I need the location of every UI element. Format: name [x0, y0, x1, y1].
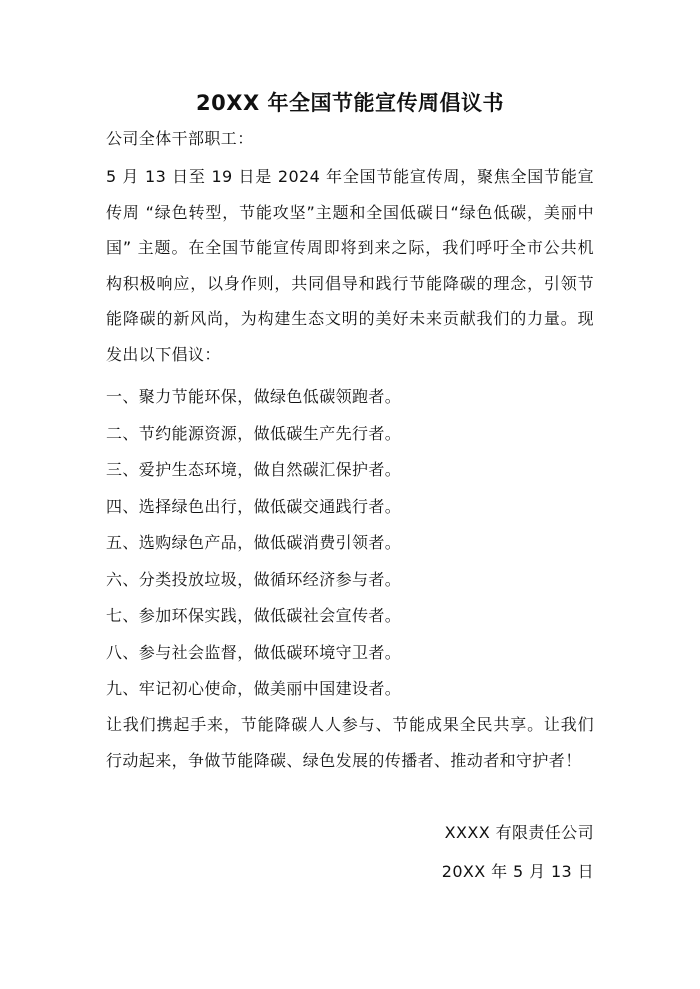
signature-company: XXXX 有限责任公司 — [444, 823, 594, 842]
proposal-item: 三、爱护生态环境，做自然碳汇保护者。 — [106, 460, 402, 479]
proposal-item: 四、选择绿色出行，做低碳交通践行者。 — [106, 496, 402, 516]
proposal-item: 八、参与社会监督，做低碳环境守卫者。 — [106, 642, 402, 662]
proposal-item: 七、参加环保实践，做低碳社会宣传者。 — [106, 606, 402, 625]
proposal-item: 六、分类投放垃圾，做循环经济参与者。 — [106, 569, 402, 589]
proposal-item: 二、节约能源资源，做低碳生产先行者。 — [106, 423, 402, 443]
closing-paragraph: 让我们携起手来，节能降碳人人参与、节能成果全民共享。让我们行动起来，争做节能降碳、绿色发展的传播者、推动者和守护者！ — [106, 715, 594, 770]
document-title: 20XX 年全国节能宣传周倡议书 — [196, 91, 504, 115]
proposal-item: 五、选购绿色产品，做低碳消费引领者。 — [106, 533, 402, 552]
salutation: 公司全体干部职工： — [106, 129, 254, 148]
proposal-item: 一、聚力节能环保，做绿色低碳领跑者。 — [106, 387, 402, 406]
intro-paragraph: 5 月 13 日至 19 日是 2024 年全国节能宣传周，聚焦全国节能宣传周 “绿色转型，节能攻坚”主题和全国低碳日“绿色低碳，美丽中国” 主题。在全国节能宣传周即将到来之际，我们呼吁全市公共机构积极响应，以身作则，共同倡导和践行节能降碳的理念，引领节能降碳的新风尚，为构建生态文明的美好未来贡献我们的力量。现发出以下倡议： — [106, 167, 594, 364]
signature-date: 20XX 年 5 月 13 日 — [441, 862, 594, 881]
proposal-list — [106, 379, 594, 708]
proposal-item: 九、牢记初心使命，做美丽中国建设者。 — [106, 679, 402, 698]
